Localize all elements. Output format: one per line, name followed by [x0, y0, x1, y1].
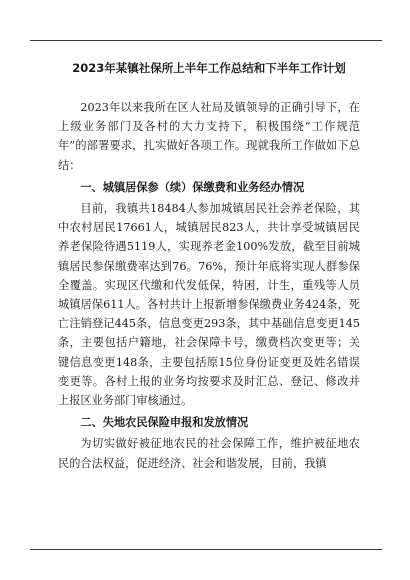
section-2-paragraph: 为切实做好被征地农民的社会保障工作，维护被征地农民的合法权益，促进经济、社会和谐发展，目前，我镇 — [58, 437, 360, 470]
bottom-divider — [30, 549, 382, 550]
section-1-paragraph: 目前，我镇共18484人参加城镇居民社会养老保险，其中农村居民17661人，城镇居民823人，共计享受城镇居民养老保险待遇5119人，实现养老金100%发放，截至目前城镇居民参保缴费率达到76。76%，预计年底将实现人群参保全覆盖。实现区代缴和代发低保，特困，计生，重残等人员城镇居保611人。各村共计上报新增参保缴费业务424条，死亡注销登记445条，信息变更293条，其中基础信息变更145条，主要包括户籍地，社会保障卡号，缴费档次变更等；关键信息变更148条，主要包括原15位身份证变更及姓名错误变更等。各村上报的业务均按要求及时汇总、登记、修改并上报区业务部门审核通过。 — [58, 202, 360, 408]
intro-paragraph: 2023年以来我所在区人社局及镇领导的正确引导下，在上级业务部门及各村的大力支持下，积极围绕“工作规范年”的部署要求，扎实做好各项工作。现就我所工作做如下总结： — [58, 101, 360, 172]
top-divider — [30, 40, 382, 41]
document-body — [58, 60, 360, 473]
section-1-heading: 一、城镇居保参（续）保缴费和业务经办情况 — [80, 180, 305, 194]
document-title: 2023年某镇社保所上半年工作总结和下半年工作计划 — [72, 61, 346, 75]
section-2-heading: 二、失地农民保险申报和发放情况 — [80, 416, 249, 430]
